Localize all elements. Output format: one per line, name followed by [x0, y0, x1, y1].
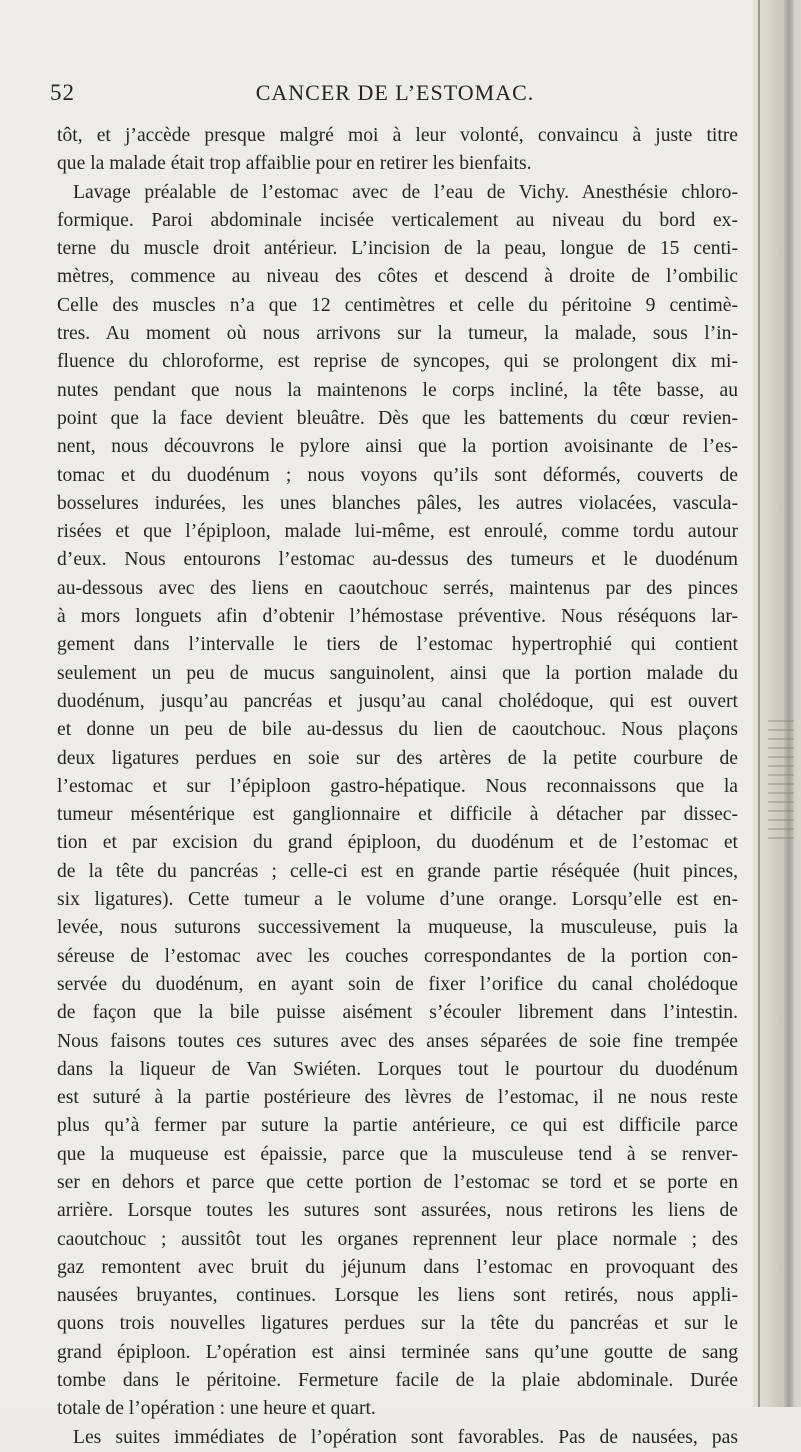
- text-line: tombe dans le péritoine. Fermeture facile de la plaie abdominale. Durée: [57, 1370, 738, 1392]
- gutter-line: [758, 0, 760, 1407]
- text-line: ser en dehors et parce que cette portion de l’estomac se tord et se porte en: [57, 1171, 738, 1193]
- text-line: arrière. Lorsque toutes les sutures sont assurées, nous retirons les liens de: [57, 1200, 738, 1222]
- text-line: d’eux. Nous entourons l’estomac au-dessus des tumeurs et le duodénum: [57, 549, 738, 571]
- text-line: caoutchouc ; aussitôt tout les organes reprennent leur place normale ; des: [57, 1228, 738, 1250]
- text-line: Les suites immédiates de l’opération sont favorables. Pas de nausées, pas: [73, 1426, 738, 1448]
- text-line: au-dessous avec des liens en caoutchouc serrés, maintenus par des pinces: [57, 577, 738, 599]
- text-line: duodénum, jusqu’au pancréas et jusqu’au canal cholédoque, qui est ouvert: [57, 690, 738, 712]
- text-line: et donne un peu de bile au-dessus du lien de caoutchouc. Nous plaçons: [57, 719, 738, 741]
- text-line: grand épiploon. L’opération est ainsi terminée sans qu’une goutte de sang: [57, 1341, 738, 1363]
- body-text: [57, 122, 738, 1452]
- text-line: plus qu’à fermer par suture la partie antérieure, ce qui est difficile parce: [57, 1115, 738, 1137]
- text-line: quons trois nouvelles ligatures perdues sur la tête du pancréas et sur le: [57, 1313, 738, 1335]
- page-header: [50, 80, 740, 110]
- text-line: point que la face devient bleuâtre. Dès que les battements du cœur revien-: [57, 407, 738, 429]
- text-line: Nous faisons toutes ces sutures avec des anses séparées de soie fine trempée: [57, 1030, 738, 1052]
- text-line: que la malade était trop affaiblie pour en retirer les bienfaits.: [57, 153, 532, 175]
- text-line: deux ligatures perdues en soie sur des artères de la petite courbure de: [57, 747, 738, 769]
- text-line: tion et par excision du grand épiploon, du duodénum et de l’estomac et: [57, 832, 738, 854]
- text-line: tôt, et j’accède presque malgré moi à leur volonté, convaincu à juste titre: [57, 125, 738, 146]
- text-line: terne du muscle droit antérieur. L’incision de la peau, longue de 15 centi-: [57, 238, 738, 260]
- text-line: risées et que l’épiploon, malade lui-même, est enroulé, comme tordu autour: [57, 521, 738, 543]
- text-line: de la tête du pancréas ; celle-ci est en grande partie réséquée (huit pinces,: [57, 860, 738, 882]
- gutter-shadow: [784, 0, 794, 1407]
- text-line: nausées bruyantes, continues. Lorsque les liens sont retirés, nous appli-: [57, 1285, 738, 1307]
- text-line: nutes pendant que nous la maintenons le corps incliné, la tête basse, au: [57, 379, 738, 401]
- running-head: CANCER DE L’ESTOMAC.: [255, 80, 535, 105]
- text-line: servée du duodénum, en ayant soin de fixer l’orifice du canal cholédoque: [57, 973, 738, 995]
- text-line: nent, nous découvrons le pylore ainsi que la portion avoisinante de l’es-: [57, 436, 738, 458]
- facing-page-bleed: [768, 720, 794, 840]
- text-line: bosselures indurées, les unes blanches pâles, les autres violacées, vascula-: [57, 492, 738, 514]
- text-line: que la muqueuse est épaissie, parce que la musculeuse tend à se renver-: [57, 1143, 738, 1165]
- text-line: de façon que la bile puisse aisément s’écouler librement dans l’intestin.: [57, 1002, 738, 1024]
- text-line: seulement un peu de mucus sanguinolent, ainsi que la portion malade du: [57, 662, 738, 684]
- text-line: six ligatures). Cette tumeur a le volume d’une orange. Lorsqu’elle est en-: [57, 889, 738, 911]
- text-line: séreuse de l’estomac avec les couches correspondantes de la portion con-: [57, 945, 738, 967]
- text-line: dans la liqueur de Van Swiéten. Lorques tout le pourtour du duodénum: [57, 1058, 738, 1080]
- text-line: tumeur mésentérique est ganglionnaire et difficile à détacher par dissec-: [57, 804, 738, 826]
- text-line: totale de l’opération : une heure et quart.: [57, 1398, 376, 1420]
- text-line: tres. Au moment où nous arrivons sur la tumeur, la malade, sous l’in-: [57, 323, 738, 345]
- text-line: Lavage préalable de l’estomac avec de l’eau de Vichy. Anesthésie chloro-: [73, 181, 738, 203]
- text-line: tomac et du duodénum ; nous voyons qu’ils sont déformés, couverts de: [57, 464, 738, 486]
- text-line: levée, nous suturons successivement la muqueuse, la musculeuse, puis la: [57, 917, 738, 939]
- text-line: à mors longuets afin d’obtenir l’hémostase préventive. Nous réséquons lar-: [57, 606, 738, 628]
- text-line: est suturé à la partie postérieure des lèvres de l’estomac, il ne nous reste: [57, 1087, 738, 1109]
- text-line: gaz remontent avec bruit du jéjunum dans l’estomac en provoquant des: [57, 1256, 738, 1278]
- text-line: formique. Paroi abdominale incisée verticalement au niveau du bord ex-: [57, 209, 738, 231]
- page-number: 52: [50, 80, 75, 105]
- text-line: l’estomac et sur l’épiploon gastro-hépatique. Nous reconnaissons que la: [57, 775, 738, 797]
- text-line: gement dans l’intervalle le tiers de l’estomac hypertrophié qui contient: [57, 634, 738, 656]
- text-line: fluence du chloroforme, est reprise de syncopes, qui se prolongent dix mi-: [57, 351, 738, 373]
- text-line: mètres, commence au niveau des côtes et descend à droite de l’ombilic: [57, 266, 738, 288]
- text-line: Celle des muscles n’a que 12 centimètres et celle du péritoine 9 centimè-: [57, 294, 738, 316]
